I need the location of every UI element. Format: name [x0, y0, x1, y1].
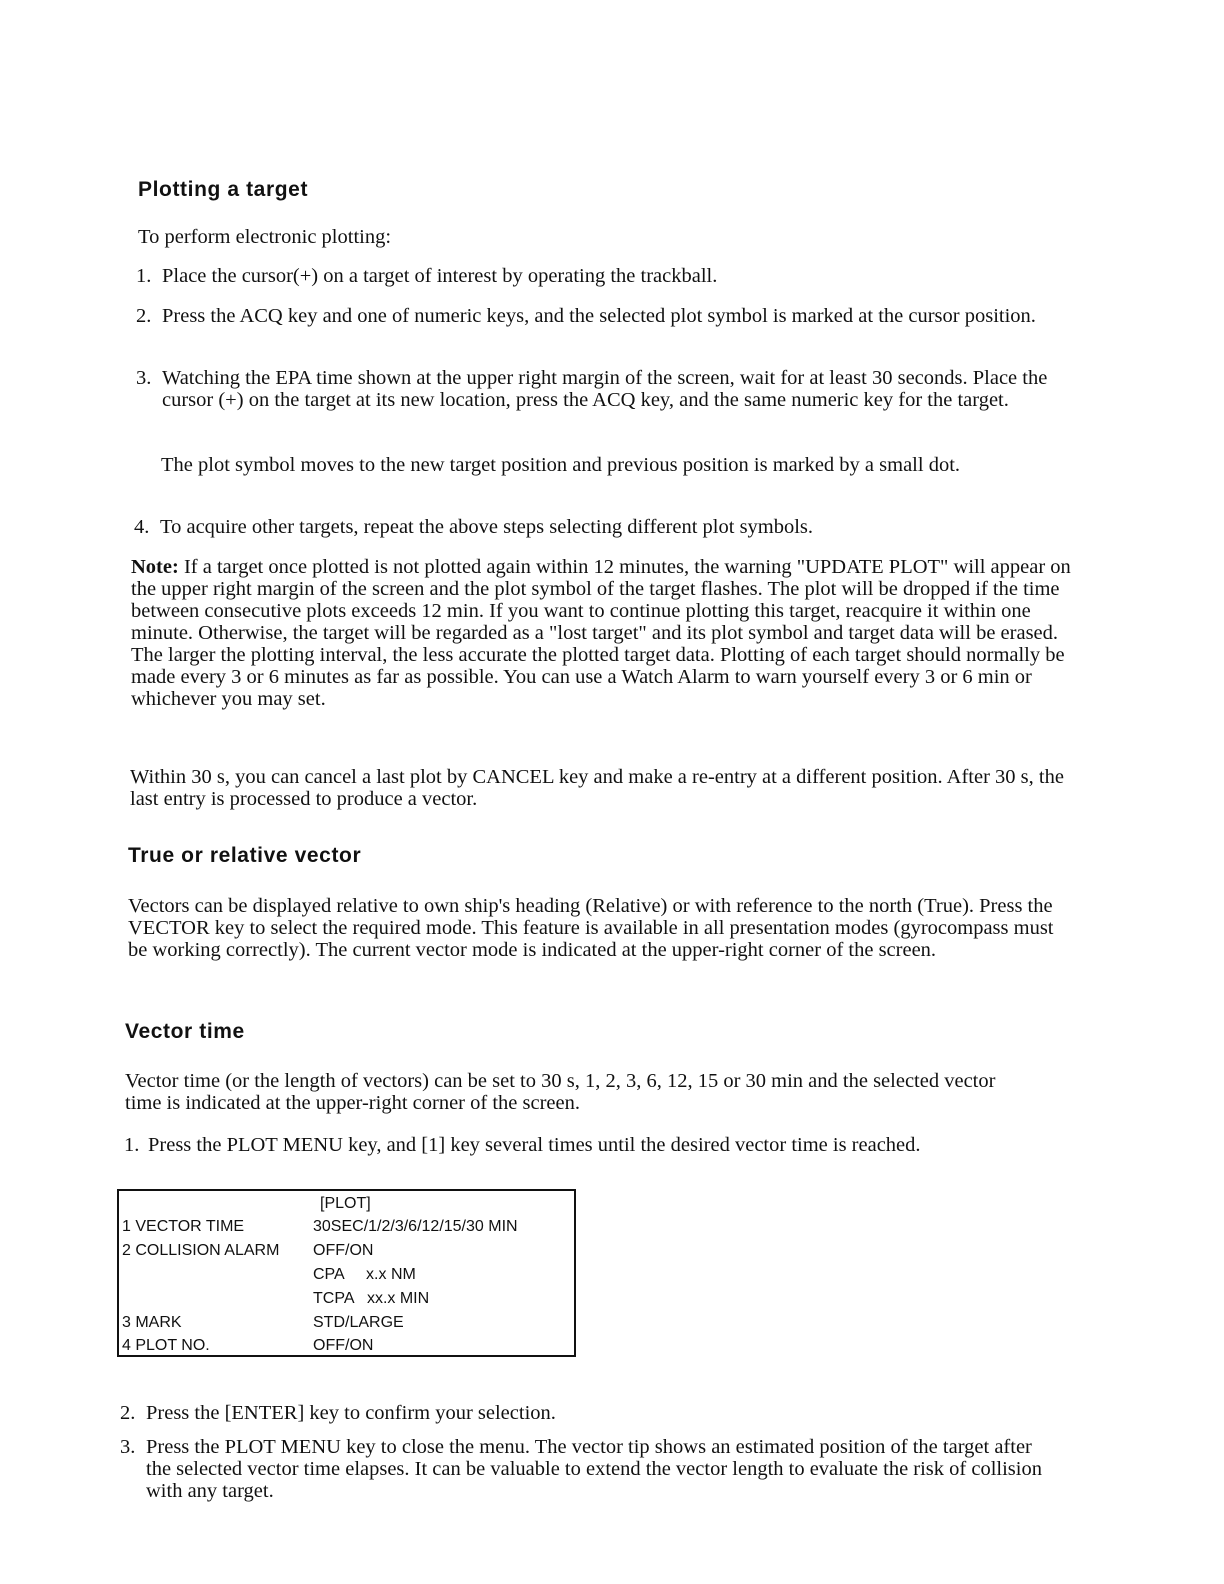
plotting-cancel-text: Within 30 s, you can cancel a last plot by CANCEL key and make a re-entry at a different position. After 30 s, the last entry is processed to produce a vector. — [130, 766, 1064, 810]
step-text: Press the PLOT MENU key, and [1] key several times until the desired vector time is reached. — [148, 1134, 921, 1156]
step-number: 4. — [134, 516, 150, 538]
step-number: 3. — [120, 1436, 136, 1458]
section-heading-plotting: Plotting a target — [138, 178, 309, 201]
step-text: Place the cursor(+) on a target of interest by operating the trackball. — [162, 265, 718, 287]
step-text: Press the [ENTER] key to confirm your selection. — [146, 1402, 556, 1424]
vector-time-step-3 — [120, 1436, 1060, 1502]
note-text: If a target once plotted is not plotted again within 12 minutes, the warning "UPDATE PLOT" will appear on the upper right margin of the screen and the plot symbol of the target flashes. The plot will be dropped if the time between consecutive plots exceeds 12 min. If you want to continue plotting this target, reacquire it within one minute. Otherwise, the target will be regarded as a "lost target" and its plot symbol and target data will be erased. The larger the plotting interval, the less accurate the plotted target data. Plotting of each target should normally be made every 3 or 6 minutes as far as possible. You can use a Watch Alarm to warn yourself every 3 or 6 min or whichever you may set. — [131, 556, 1071, 710]
menu-row-value: OFF/ON — [313, 1337, 374, 1354]
menu-row-value: STD/LARGE — [313, 1314, 404, 1331]
menu-row-label: 3 MARK — [122, 1314, 182, 1331]
section-heading-vector-time: Vector time — [125, 1020, 245, 1043]
plotting-step-2 — [136, 305, 1056, 327]
step-number: 3. — [136, 367, 152, 389]
step-number: 2. — [136, 305, 152, 327]
menu-row-value: TCPA xx.x MIN — [313, 1290, 430, 1307]
step-text: Watching the EPA time shown at the upper right margin of the screen, wait for at least 30 seconds. Place the cursor (+) on the target at its new location, press the ACQ key, and the same numeric key for the target. — [162, 367, 1048, 411]
plotting-step-4 — [134, 516, 1084, 538]
plotting-step-3 — [136, 367, 1076, 411]
true-relative-text: Vectors can be displayed relative to own ship's heading (Relative) or with reference to the north (True). Press the VECTOR key to select the required mode. This feature is available in all presentation modes (gyrocompass must be working correctly). The current vector mode is indicated at the upper-right corner of the screen. — [128, 895, 1054, 961]
vector-time-text: Vector time (or the length of vectors) can be set to 30 s, 1, 2, 3, 6, 12, 15 or 30 min and the selected vector time is indicated at the upper-right corner of the screen. — [125, 1070, 996, 1114]
section-heading-true-relative: True or relative vector — [128, 844, 362, 867]
vector-time-step-2 — [120, 1402, 1080, 1424]
plotting-intro: To perform electronic plotting: — [138, 226, 392, 248]
plot-menu-title: [PLOT] — [320, 1195, 371, 1212]
menu-row-label: 4 PLOT NO. — [122, 1337, 210, 1354]
menu-row-label: 1 VECTOR TIME — [122, 1218, 245, 1235]
plotting-step-3-result: The plot symbol moves to the new target position and previous position is marked by a small dot. — [161, 454, 961, 476]
note-label: Note: — [131, 556, 179, 578]
step-number: 1. — [124, 1134, 140, 1156]
step-number: 1. — [136, 265, 152, 287]
plotting-note — [131, 556, 1076, 710]
step-text: Press the PLOT MENU key to close the menu. The vector tip shows an estimated position of the target after the selected vector time elapses. It can be valuable to extend the vector length to evaluate the risk of collision with any target. — [146, 1436, 1042, 1502]
menu-row-label: 2 COLLISION ALARM — [122, 1242, 280, 1259]
step-number: 2. — [120, 1402, 136, 1424]
menu-row-value: OFF/ON — [313, 1242, 374, 1259]
menu-row-value: 30SEC/1/2/3/6/12/15/30 MIN — [313, 1218, 518, 1235]
step-text: To acquire other targets, repeat the above steps selecting different plot symbols. — [160, 516, 814, 538]
vector-time-step-1 — [124, 1134, 1084, 1156]
step-text: Press the ACQ key and one of numeric keys, and the selected plot symbol is marked at the cursor position. — [162, 305, 1036, 327]
plotting-step-1 — [136, 265, 1086, 287]
menu-row-value: CPA x.x NM — [313, 1266, 416, 1283]
plot-menu-box — [117, 1189, 576, 1357]
